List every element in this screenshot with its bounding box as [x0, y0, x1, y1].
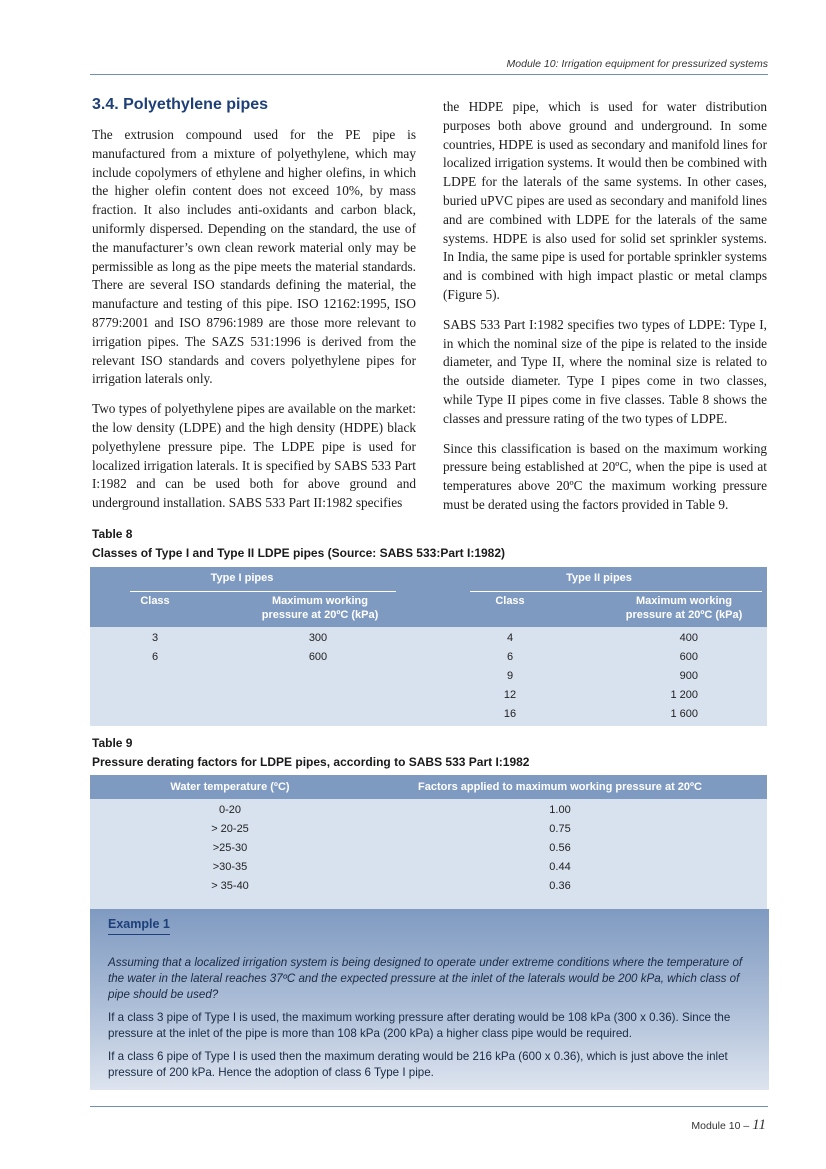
paragraph: Since this classification is based on the maximum working pressure being established at 20ºC, when the pipe is used at temperatures above 20ºC the maximum working pressure must be derated using the factors provided in Table 9. [443, 440, 767, 512]
table8-label: Table 8 [92, 527, 133, 541]
table9 [90, 775, 767, 920]
table8-header [90, 567, 767, 627]
table-cell: 4 [506, 632, 514, 644]
table8 [90, 567, 767, 726]
page-footer [691, 1117, 766, 1134]
table-cell: >25-30 [212, 842, 248, 854]
table-cell: 900 [679, 670, 698, 682]
table8-group-type1: Type I pipes [210, 572, 274, 584]
running-header: Module 10: Irrigation equipment for pressurized systems [506, 58, 768, 70]
example-question: Assuming that a localized irrigation system is being designed to operate under extreme conditions where the temperature of the water in the lateral reaches 37ºC and the expected pressure at the inlet of the laterals would be 200 kPa, which class of pipe should be used? [108, 956, 743, 1001]
example-box [90, 909, 769, 1090]
example-answer: If a class 6 pipe of Type I is used then the maximum derating would be 216 kPa (600 x 0.36), which is just above the inlet pressure of 200 kPa. Hence the adoption of class 6 Type I pipe. [108, 1050, 728, 1079]
table9-caption: Pressure derating factors for LDPE pipes, according to SABS 533 Part I:1982 [92, 755, 530, 769]
table-cell: 12 [503, 689, 517, 701]
table-cell: 6 [506, 651, 514, 663]
right-column [443, 98, 767, 526]
table9-body [90, 799, 767, 920]
table9-col-factor: Factors applied to maximum working pressure at 20ºC [418, 781, 702, 793]
footer-rule [90, 1106, 768, 1107]
table9-label: Table 9 [92, 736, 133, 750]
header-rule [90, 74, 768, 75]
table9-header [90, 775, 767, 799]
group-rule [130, 591, 396, 592]
table8-col-pressure: Maximum working [636, 595, 732, 607]
left-column [92, 126, 416, 524]
table-cell: > 20-25 [211, 823, 249, 835]
paragraph: the HDPE pipe, which is used for water distribution purposes both above ground and underground. In some countries, HDPE is used as secondary and manifold lines for localized irrigation systems. It would then be combined with LDPE for the laterals of the same systems. In other cases, buried uPVC pipes are used as secondary and manifold lines and are combined with LDPE for the laterals of the same systems. HDPE is also used for solid set sprinkler systems. In India, the same pipe is used for portable sprinkler systems and is combined with high impact plastic or metal clamps (Figure 5). [443, 99, 767, 302]
table-cell: 0-20 [218, 804, 242, 816]
footer-module: Module 10 – [691, 1120, 750, 1132]
table-cell: 0.75 [549, 823, 571, 835]
table-cell: 3 [151, 632, 159, 644]
table8-group-type2: Type II pipes [566, 572, 632, 584]
table-cell: > 35-40 [211, 880, 249, 892]
table-cell: 16 [503, 708, 517, 720]
section-heading: 3.4. Polyethylene pipes [92, 96, 269, 113]
table-cell: 0.36 [549, 880, 571, 892]
page-number: 11 [752, 1117, 766, 1133]
table-cell: >30-35 [212, 861, 248, 873]
table-cell: 0.56 [549, 842, 571, 854]
table8-col-class: Class [495, 595, 525, 607]
example-title: Example 1 [108, 917, 170, 935]
table-cell: 1.00 [549, 804, 571, 816]
table-cell: 1 600 [670, 708, 698, 720]
table-cell: 600 [679, 651, 698, 663]
paragraph: The extrusion compound used for the PE pipe is manufactured from a mixture of polyethylene, which may include copolymers of ethylene and higher olefins, in which the higher olefin content does not exceed 10%, by mass fraction. It also includes anti-oxidants and carbon black, uniformly dispersed. Depending on the standard, the use of the manufacturer’s own clean rework material only may be permissible as long as the pipe meets the material standards. There are several ISO standards defining the material, the manufacture and testing of this pipe. ISO 12162:1995, ISO 8779:2001 and ISO 8796:1989 are those more relevant to irrigation pipes. The SAZS 531:1996 is derived from the relevant ISO standards and covers polyethylene pipes for irrigation laterals only. [92, 127, 416, 387]
table8-col-class: Class [140, 595, 170, 607]
table-cell: 6 [151, 651, 159, 663]
table-cell: 1 200 [670, 689, 698, 701]
table-cell: 300 [308, 632, 328, 644]
table8-col-pressure-unit: pressure at 20ºC (kPa) [625, 609, 743, 621]
table-cell: 600 [308, 651, 328, 663]
table9-col-temperature: Water temperature (ºC) [170, 781, 290, 793]
paragraph: Two types of polyethylene pipes are available on the market: the low density (LDPE) and the high density (HDPE) black polyethylene pressure pipe. The LDPE pipe is used for localized irrigation laterals. It is specified by SABS 533 Part I:1982 and can be used both for above ground and underground installation. SABS 533 Part II:1982 specifies [92, 401, 416, 511]
table8-body [90, 627, 767, 726]
group-rule [470, 591, 762, 592]
table-cell: 0.44 [549, 861, 571, 873]
table-cell: 9 [506, 670, 514, 682]
paragraph: SABS 533 Part I:1982 specifies two types of LDPE: Type I, in which the nominal size of the pipe is related to the inside diameter, and Type II, where the nominal size is related to the outside diameter. Type I pipes come in two classes, while Type II pipes come in five classes. Table 8 shows the classes and pressure rating of the two types of LDPE. [443, 316, 767, 426]
table8-caption: Classes of Type I and Type II LDPE pipes (Source: SABS 533:Part I:1982) [92, 546, 506, 560]
example-answer: If a class 3 pipe of Type I is used, the maximum working pressure after derating would be 108 kPa (300 x 0.36). Since the pressure at the inlet of the pipe is more than 108 kPa (200 kPa) a higher class pipe would be required. [108, 1011, 731, 1040]
table-cell: 400 [679, 632, 698, 644]
table8-col-pressure: Maximum working [272, 595, 368, 607]
table8-col-pressure-unit: pressure at 20ºC (kPa) [261, 609, 379, 621]
